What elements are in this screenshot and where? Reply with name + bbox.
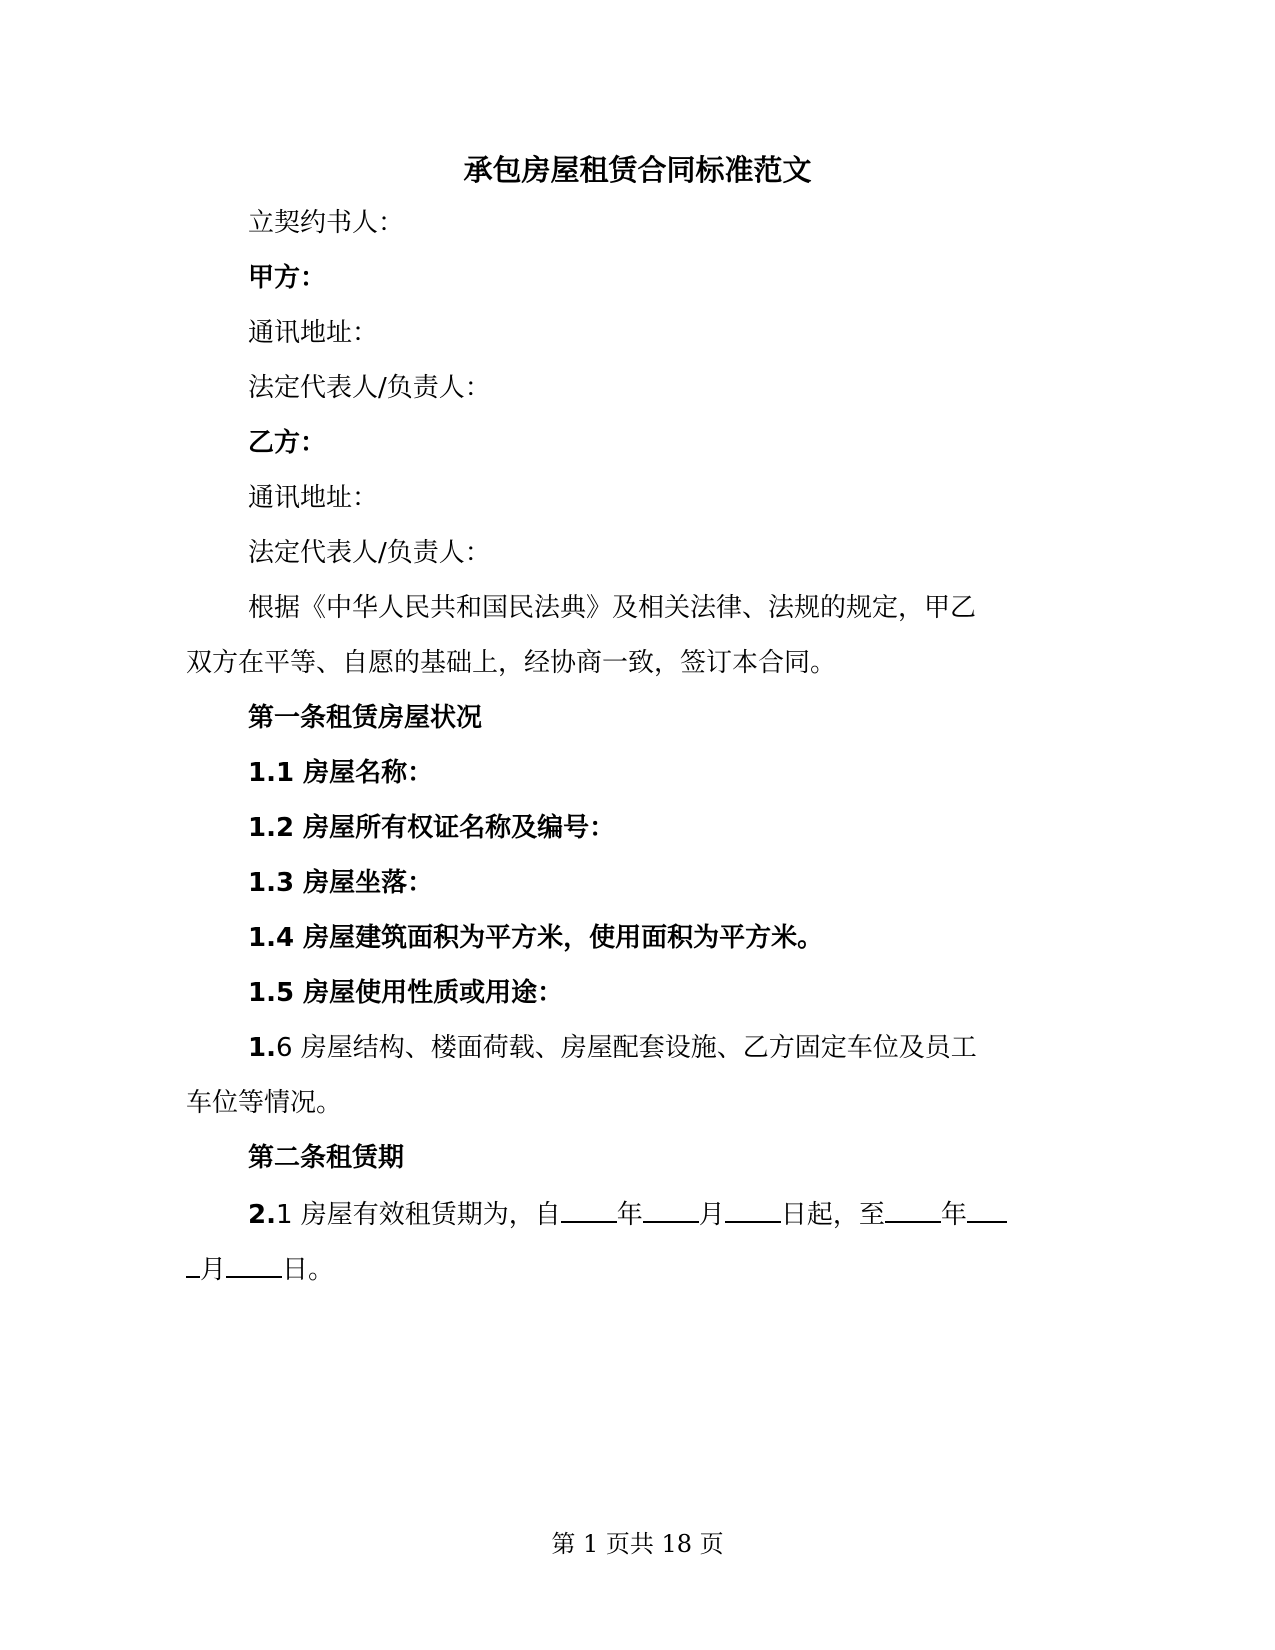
party-a-representative: 法定代表人/负责人： xyxy=(248,373,491,403)
party-b-representative: 法定代表人/负责人： xyxy=(248,538,491,568)
end-year-blank xyxy=(885,1195,941,1223)
start-day-text: 日起，至 xyxy=(780,1200,885,1230)
party-b-address: 通讯地址： xyxy=(248,483,379,513)
item-2-1-number-rest: 1 xyxy=(275,1200,293,1230)
start-month-blank xyxy=(643,1195,699,1223)
item-2-1-number-bold: 2. xyxy=(248,1200,276,1230)
item-1-4: 1.4 房屋建筑面积为平方米，使用面积为平方米。 xyxy=(248,923,824,953)
end-month-label: 月 xyxy=(200,1255,227,1285)
preamble-line-1: 根据《中华人民共和国民法典》及相关法律、法规的规定，甲乙 xyxy=(248,593,977,623)
article-2-heading: 第二条租赁期 xyxy=(248,1143,405,1173)
end-month-blank-part-1 xyxy=(967,1195,1007,1223)
end-year-label: 年 xyxy=(940,1200,967,1230)
item-1-6-number-bold: 1. xyxy=(248,1033,276,1063)
start-day-blank xyxy=(725,1195,781,1223)
item-1-2: 1.2 房屋所有权证名称及编号： xyxy=(248,813,616,843)
party-a-address: 通讯地址： xyxy=(248,318,379,348)
preamble-line-2: 双方在平等、自愿的基础上，经协商一致，签订本合同。 xyxy=(186,648,837,678)
item-1-5: 1.5 房屋使用性质或用途： xyxy=(248,978,564,1008)
item-2-1-text: 房屋有效租赁期为，自 xyxy=(292,1200,561,1230)
start-year-blank xyxy=(561,1195,617,1223)
item-1-3: 1.3 房屋坐落： xyxy=(248,868,434,898)
document-title: 承包房屋租赁合同标准范文 xyxy=(463,153,812,187)
start-month-label: 月 xyxy=(698,1200,725,1230)
item-1-6 xyxy=(248,1030,977,1066)
item-2-1-continuation xyxy=(186,1250,334,1288)
item-1-1: 1.1 房屋名称： xyxy=(248,758,434,788)
article-1-heading: 第一条租赁房屋状况 xyxy=(248,703,483,733)
item-1-6-number-rest: 6 xyxy=(275,1033,293,1063)
end-day-blank xyxy=(226,1250,282,1278)
item-1-6-text: 房屋结构、楼面荷载、房屋配套设施、乙方固定车位及员工 xyxy=(292,1033,977,1063)
item-2-1 xyxy=(248,1195,1007,1233)
party-b-label: 乙方： xyxy=(248,428,327,458)
start-year-label: 年 xyxy=(616,1200,643,1230)
end-day-text: 日。 xyxy=(282,1255,335,1285)
contract-parties-intro: 立契约书人： xyxy=(248,208,405,238)
end-month-blank-part-2 xyxy=(186,1250,200,1278)
item-1-6-continuation: 车位等情况。 xyxy=(186,1088,343,1118)
party-a-label: 甲方： xyxy=(248,263,327,293)
page-number-footer: 第 1 页共 18 页 xyxy=(551,1530,724,1558)
